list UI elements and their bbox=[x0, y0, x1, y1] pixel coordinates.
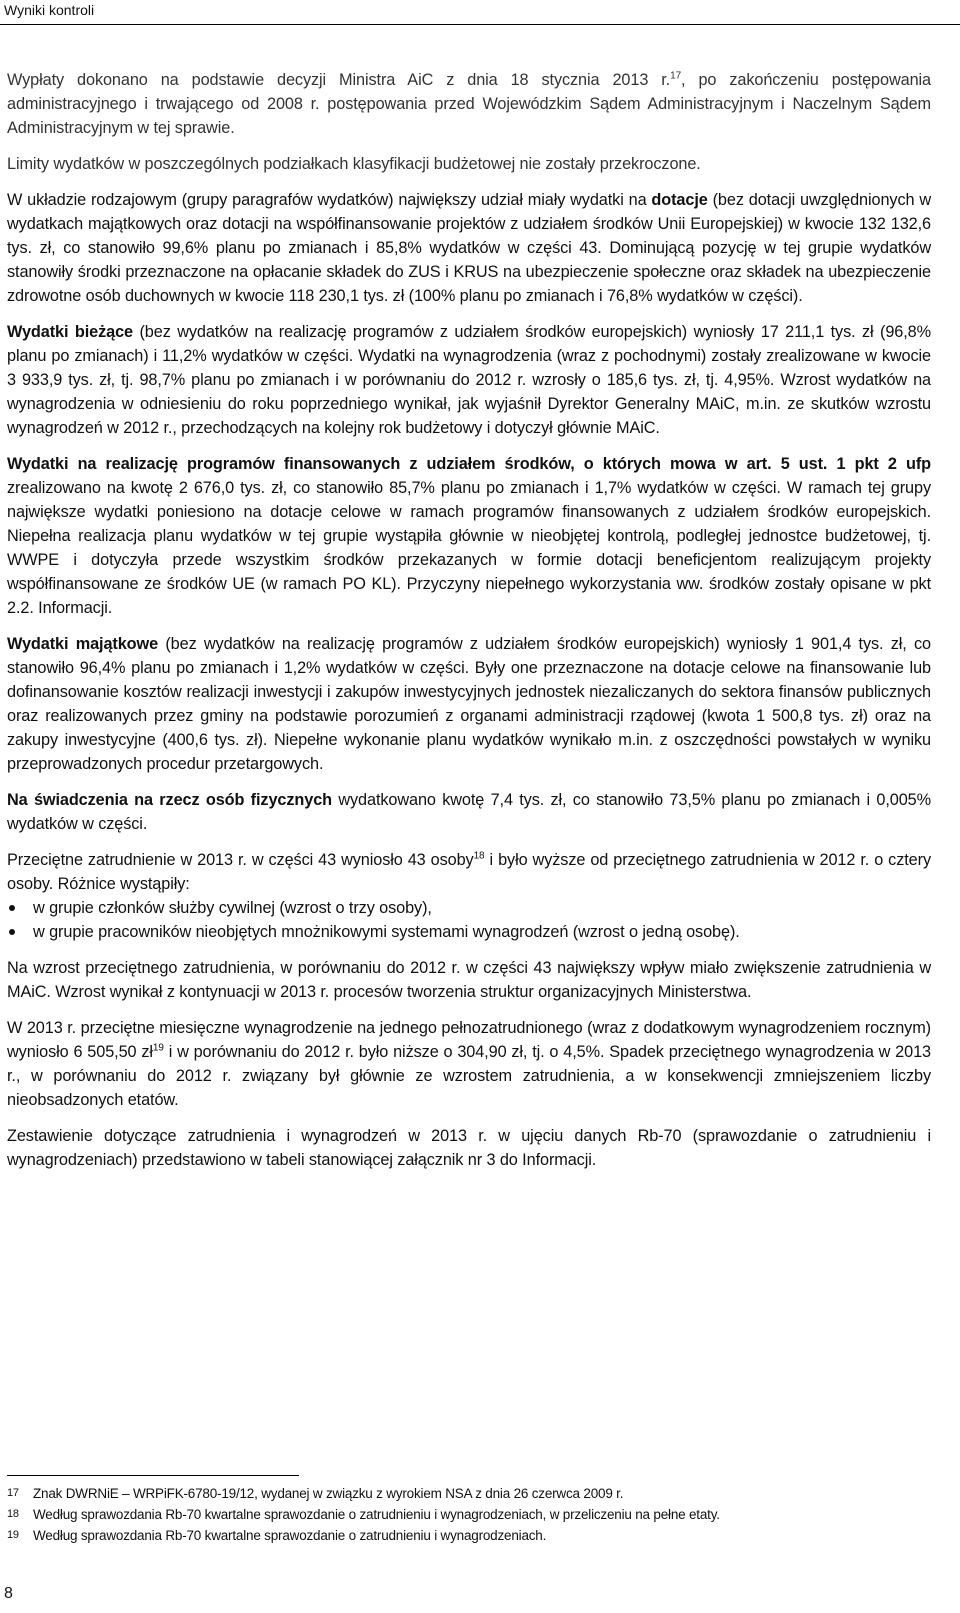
paragraph-text: (bez wydatków na realizację programów z udziałem środków europejskich) wyniosły 1 901,4 tys. zł, co stanowiło 96,4% planu po zmianach i 1,2% wydatków w części. Były one przeznaczone na dotacje celowe na finansowanie lub dofinansowanie kosztów realizacji inwestycji i zakupów inwestycyjnych jednostek niezaliczanych do sektora finansów publicznych oraz realizowanych przez gminy na podstawie porozumień z organami administracji rządowej (kwota 1 500,8 tys. zł) oraz na zakupy inwestycyjne (400,6 tys. zł). Niepełne wykonanie planu wydatków wynikało m.in. z oszczędności powstałych w wyniku przeprowadzonych procedur przetargowych. bbox=[7, 635, 932, 773]
paragraph-text: i w porównaniu do 2012 r. było niższe o 304,90 zł, tj. o 4,5%. Spadek przeciętnego wynagrodzenia w 2013 r., w porównaniu do 2012 r. związany był głównie ze wzrostem zatrudnienia, a w konsekwencji zmniejszeniem liczby nieobsadzonych etatów. bbox=[7, 1043, 931, 1109]
paragraph-text: Wypłaty dokonano na podstawie decyzji Ministra AiC z dnia 18 stycznia 2013 r. bbox=[7, 71, 671, 89]
list-item: w grupie pracowników nieobjętych mnożnikowymi systemami wynagrodzeń (wzrost o jedną osobę). bbox=[7, 920, 931, 944]
paragraph-payment-decision bbox=[7, 68, 931, 140]
footnotes bbox=[7, 1483, 931, 1546]
list-item: w grupie członków służby cywilnej (wzrost o trzy osoby), bbox=[7, 896, 931, 920]
paragraph-text: W 2013 r. przeciętne miesięczne wynagrodzenie na jednego pełnozatrudnionego (wraz z dodatkowym wynagrodzeniem rocznym) wyniosło 6 505,50 zł bbox=[7, 1019, 931, 1061]
paragraph-employment bbox=[7, 848, 931, 896]
paragraph-text: i było wyższe od przeciętnego zatrudnienia w 2012 r. o cztery osoby. Różnice wystąpiły: bbox=[7, 851, 931, 893]
paragraph-text: , po zakończeniu postępowania administracyjnego i trwającego od 2008 r. postępowania przed Wojewódzkim Sądem Administracyjnym i Naczelnym Sądem Administracyjnym w tej sprawie. bbox=[7, 71, 931, 137]
footnote-18 bbox=[7, 1504, 931, 1525]
paragraph-salary bbox=[7, 1016, 931, 1112]
paragraph-current-expenses bbox=[7, 320, 931, 440]
employment-differences-list bbox=[7, 896, 931, 944]
footnote-text: Według sprawozdania Rb-70 kwartalne sprawozdanie o zatrudnieniu i wynagrodzeniach. bbox=[33, 1528, 547, 1543]
paragraph-benefits bbox=[7, 788, 931, 836]
footnote-17 bbox=[7, 1483, 931, 1504]
footnote-ref-19[interactable]: 19 bbox=[152, 1042, 164, 1054]
footnote-number: 18 bbox=[7, 1508, 19, 1520]
paragraph-text: W układzie rodzajowym (grupy paragrafów wydatków) największy udział miały wydatki na bbox=[7, 191, 652, 209]
term-current-expenses: Wydatki bieżące bbox=[7, 323, 134, 341]
paragraph-limits: Limity wydatków w poszczególnych podziałkach klasyfikacji budżetowej nie zostały przekroczone. bbox=[7, 155, 701, 173]
footnote-ref-18[interactable]: 18 bbox=[473, 850, 485, 862]
paragraph-text: (bez wydatków na realizację programów z udziałem środków europejskich) wyniosły 17 211,1 tys. zł (96,8% planu po zmianach) i 11,2% wydatków w części. Wydatki na wynagrodzenia (wraz z pochodnymi) zostały zrealizowane w kwocie 3 933,9 tys. zł, tj. 98,7% planu po zmianach i w porównaniu do 2012 r. wzrosły o 185,6 tys. zł, tj. 4,95%. Wzrost wydatków na wynagrodzenia w odniesieniu do roku poprzedniego wynikał, jak wyjaśnił Dyrektor Generalny MAiC, m.in. ze skutków wzrostu wynagrodzeń w 2012 r., przechodzących na kolejny rok budżetowy i dotyczył głównie MAiC. bbox=[7, 323, 931, 437]
footnote-separator bbox=[7, 1475, 299, 1476]
paragraph-employment-growth: Na wzrost przeciętnego zatrudnienia, w porównaniu do 2012 r. w części 43 największy wpływ miało zwiększenie zatrudnienia w MAiC. Wzrost wynikał z kontynuacji w 2013 r. procesów tworzenia struktur organizacyjnych Ministerstwa. bbox=[7, 959, 931, 1001]
paragraph-summary: Zestawienie dotyczące zatrudnienia i wynagrodzeń w 2013 r. w ujęciu danych Rb-70 (sprawozdanie o zatrudnieniu i wynagrodzeniach) przedstawiono w tabeli stanowiącej załącznik nr 3 do Informacji. bbox=[7, 1127, 931, 1169]
term-dotacje: dotacje bbox=[651, 191, 708, 209]
footnote-text: Znak DWRNiE – WRPiFK-6780-19/12, wydanej w związku z wyrokiem NSA z dnia 26 czerwca 2009 r. bbox=[33, 1486, 624, 1501]
term-capital-expenses: Wydatki majątkowe bbox=[7, 635, 159, 653]
paragraph-structure bbox=[7, 188, 931, 308]
paragraph-text: (bez dotacji uwzględnionych w wydatkach majątkowych oraz dotacji na współfinansowanie projektów z udziałem środków Unii Europejskiej) w kwocie 132 132,6 tys. zł, co stanowiło 99,6% planu po zmianach i 85,8% wydatków w części 43. Dominującą pozycję w tej grupie wydatków stanowiły środki przeznaczone na opłacanie składek do ZUS i KRUS na ubezpieczenie społeczne oraz składek na ubezpieczenie zdrowotne osób duchownych w kwocie 118 230,1 tys. zł (100% planu po zmianach i 76,8% wydatków w części). bbox=[7, 191, 931, 305]
footnote-ref-17[interactable]: 17 bbox=[670, 70, 682, 82]
footnote-number: 17 bbox=[7, 1487, 19, 1499]
paragraph-text: zrealizowano na kwotę 2 676,0 tys. zł, co stanowiło 85,7% planu po zmianach i 1,7% wydatków w części. W ramach tej grupy największe wydatki poniesiono na dotacje celowe w ramach programów finansowanych z udziałem środków europejskich. Niepełna realizacja planu wydatków w tej grupie wystąpiła głównie w nieobjętej kontrolą, podległej jednostce budżetowej, tj. WWPE i dotyczyła przede wszystkim środków przekazanych w formie dotacji beneficjentom realizującym projekty współfinansowane ze środków UE (w ramach PO KL). Przyczyny niepełnego wykorzystania ww. środków zostały opisane w pkt 2.2. Informacji. bbox=[7, 479, 931, 617]
paragraph-text: Przeciętne zatrudnienie w 2013 r. w części 43 wyniosło 43 osoby bbox=[7, 851, 474, 869]
document-body bbox=[7, 68, 931, 1172]
footnote-19 bbox=[7, 1525, 931, 1546]
footnote-number: 19 bbox=[7, 1529, 19, 1541]
paragraph-capital-expenses bbox=[7, 632, 931, 776]
running-header bbox=[0, 0, 960, 25]
term-eu-programs: Wydatki na realizację programów finansowanych z udziałem środków, o których mowa w art. 5 ust. 1 pkt 2 ufp bbox=[7, 455, 931, 473]
paragraph-eu-programs bbox=[7, 452, 931, 620]
page-number: 8 bbox=[4, 1585, 13, 1602]
paragraph-text: wydatkowano kwotę 7,4 tys. zł, co stanowiło 73,5% planu po zmianach i 0,005% wydatków w części. bbox=[7, 791, 931, 833]
footnote-text: Według sprawozdania Rb-70 kwartalne sprawozdanie o zatrudnieniu i wynagrodzeniach, w przeliczeniu na pełne etaty. bbox=[33, 1507, 720, 1522]
running-header-title: Wyniki kontroli bbox=[4, 2, 95, 18]
term-benefits: Na świadczenia na rzecz osób fizycznych bbox=[7, 791, 333, 809]
